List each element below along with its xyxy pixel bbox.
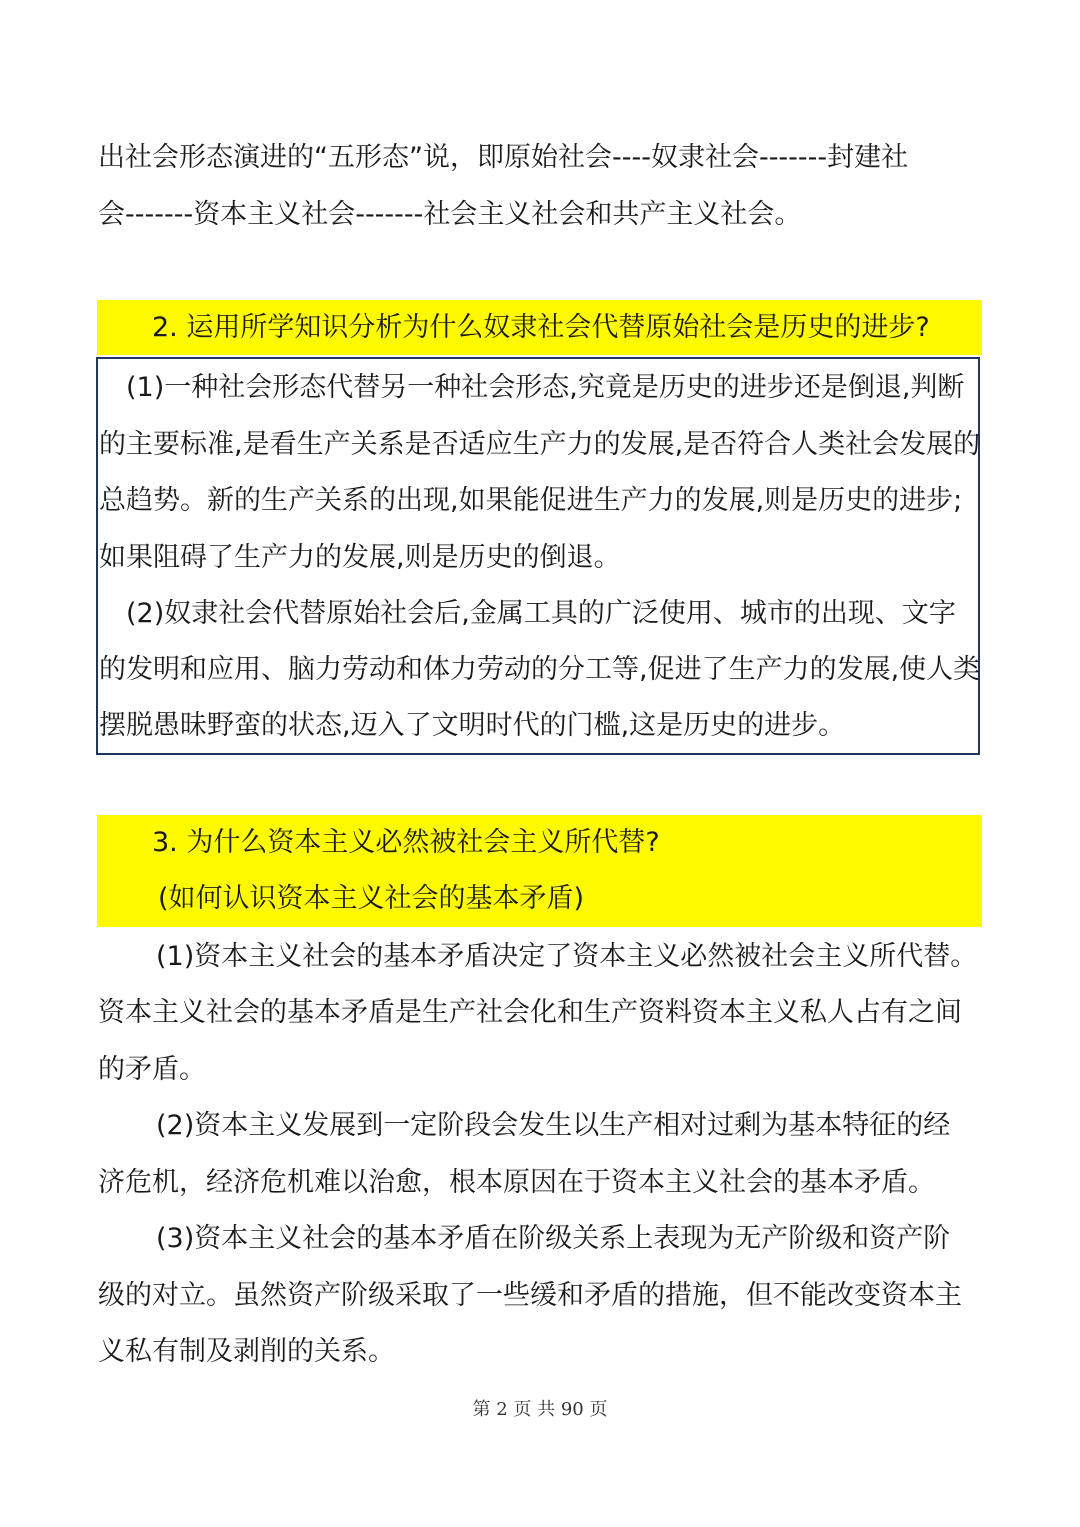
q2-p1-line-3: 总趋势。新的生产关系的出现,如果能促进生产力的发展,则是历史的进步; (99, 485, 963, 516)
q3-p3-line-3: 义私有制及剥削的关系。 (98, 1336, 395, 1367)
q2-p2-line-1: (2)奴隶社会代替原始社会后,金属工具的广泛使用、城市的出现、文字 (126, 598, 956, 629)
intro-line-1: 出社会形态演进的“五形态”说，即原始社会----奴隶社会-------封建社 (98, 142, 909, 173)
q3-p2-line-2: 济危机，经济危机难以治愈，根本原因在于资本主义社会的基本矛盾。 (98, 1167, 935, 1198)
q3-heading: 3. 为什么资本主义必然被社会主义所代替? (152, 827, 660, 858)
q3-p1-line-3: 的矛盾。 (98, 1054, 206, 1085)
q3-p2-line-1: (2)资本主义发展到一定阶段会发生以生产相对过剩为基本特征的经 (156, 1110, 951, 1141)
q3-p3-line-2: 级的对立。虽然资产阶级采取了一些缓和矛盾的措施，但不能改变资本主 (98, 1280, 962, 1311)
q2-p2-line-2: 的发明和应用、脑力劳动和体力劳动的分工等,促进了生产力的发展,使人类 (99, 654, 981, 685)
q2-p1-line-2: 的主要标准,是看生产关系是否适应生产力的发展,是否符合人类社会发展的 (99, 429, 981, 460)
q2-p1-line-1: (1)一种社会形态代替另一种社会形态,究竟是历史的进步还是倒退,判断 (126, 372, 965, 403)
q3-subheading: (如何认识资本主义社会的基本矛盾) (158, 883, 585, 914)
q3-p1-line-1: (1)资本主义社会的基本矛盾决定了资本主义必然被社会主义所代替。 (156, 941, 978, 972)
q3-p1-line-2: 资本主义社会的基本矛盾是生产社会化和生产资料资本主义私人占有之间 (98, 997, 962, 1028)
intro-line-2: 会-------资本主义社会-------社会主义社会和共产主义社会。 (98, 199, 802, 230)
q2-p1-line-4: 如果阻碍了生产力的发展,则是历史的倒退。 (99, 542, 621, 573)
q3-p3-line-1: (3)资本主义社会的基本矛盾在阶级关系上表现为无产阶级和资产阶 (156, 1223, 951, 1254)
q2-heading: 2. 运用所学知识分析为什么奴隶社会代替原始社会是历史的进步? (152, 312, 930, 343)
page-number-footer: 第 2 页 共 90 页 (472, 1399, 608, 1420)
q2-p2-line-3: 摆脱愚昧野蛮的状态,迈入了文明时代的门槛,这是历史的进步。 (99, 710, 846, 741)
